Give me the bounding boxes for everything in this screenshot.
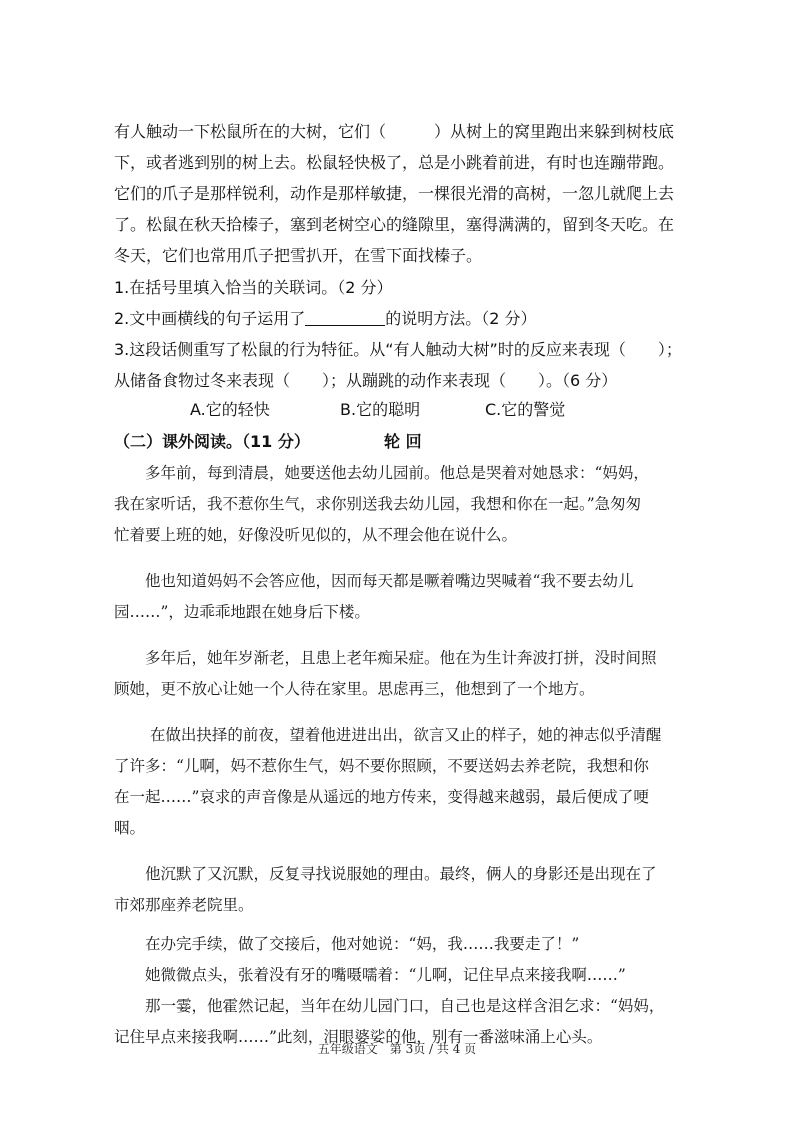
story-line: 她微微点头，张着没有牙的嘴嗫嚅着：“儿啊，记住早点来接我啊……” [114,966,626,984]
answer-blank[interactable] [305,307,385,326]
story-line: 多年后，她年岁渐老，且患上老年痴呆症。他在为生计奔波打拼，没时间照 [114,649,657,667]
story-line: 在办完手续，做了交接后，他对她说：“妈，我……我要走了！” [114,935,580,953]
story-line: 记住早点来接我啊……”此刻，泪眼婆娑的他，别有一番滋味涌上心头。 [114,1028,603,1046]
story-line: 忙着要上班的她，好像没听见似的，从不理会他在说什么。 [114,526,518,544]
story-body [114,458,686,1053]
section-heading [114,430,422,454]
question-2-text-a: 2.文中画横线的句子运用了 [114,309,306,328]
story-line: 他也知道妈妈不会答应他，因而每天都是噘着嘴边哭喊着“我不要去幼儿 [114,572,634,590]
question-2 [114,303,694,334]
answer-options [190,398,565,422]
passage-line: 有人触动一下松鼠所在的大树，它们（ ）从树上的窝里跑出来躲到树枝底 [114,122,675,141]
option-b: B.它的聪明 [340,400,421,419]
story-line: 市郊那座养老院里。 [114,896,254,914]
option-c: C.它的警觉 [485,400,566,419]
story-line: 在一起……”哀求的声音像是从遥远的地方传来，变得越来越弱，最后便成了哽 [114,788,649,806]
passage-line: 了。松鼠在秋天拾榛子，塞到老树空心的缝隙里，塞得满满的，留到冬天吃。在 [114,215,675,234]
story-line: 多年前，每到清晨，她要送他去幼儿园前。他总是哭着对她恳求：“妈妈， [114,464,649,482]
question-3-line-1: 3.这段话侧重写了松鼠的行为特征。从“有人触动大树”时的反应来表现（ ）； [114,340,682,359]
page-footer: 五年级语文 第 3页 / 共 4 页 [317,1042,477,1056]
story-line: 顾她，更不放心让她一个人待在家里。思虑再三，他想到了一个地方。 [114,680,595,698]
passage-line: 冬天，它们也常用爪子把雪扒开，在雪下面找榛子。 [114,246,483,265]
passage-line: 下，或者逃到别的树上去。松鼠轻快极了，总是小跳着前进，有时也连蹦带跑。 [114,153,675,172]
story-line: 咽。 [114,819,146,837]
option-a: A.它的轻快 [190,400,270,419]
story-line: 了许多：“儿啊，妈不惹你生气，妈不要你照顾，不要送妈去养老院，我想和你 [114,757,649,775]
story-line: 我在家听话，我不惹你生气，求你别送我去幼儿园，我想和你在一起。”急匆匆 [114,495,642,513]
story-line: 园……”，边乖乖地跟在她身后下楼。 [114,603,370,621]
story-title: 轮 回 [384,432,422,451]
question-1: 1.在括号里填入恰当的关联词。（2 分） [114,278,393,297]
story-line: 在做出抉择的前夜，望着他进进出出，欲言又止的样子，她的神志似乎清醒 [114,726,662,744]
story-line: 他沉默了又沉默，反复寻找说服她的理由。最终，俩人的身影还是出现在了 [114,865,657,883]
squirrel-passage [114,116,694,271]
story-line: 那一霎，他霍然记起，当年在幼儿园门口，自己也是这样含泪乞求：“妈妈， [114,997,665,1015]
passage-line: 它们的爪子是那样锐利，动作是那样敏捷，一棵很光滑的高树，一忽儿就爬上去 [114,184,675,203]
question-3-line-2: 从储备食物过冬来表现（ ）；从蹦跳的动作来表现（ ）。（6 分） [114,371,618,390]
section-label: （二）课外阅读。（11 分） [114,432,310,451]
question-2-text-b: 的说明方法。（2 分） [385,309,537,328]
